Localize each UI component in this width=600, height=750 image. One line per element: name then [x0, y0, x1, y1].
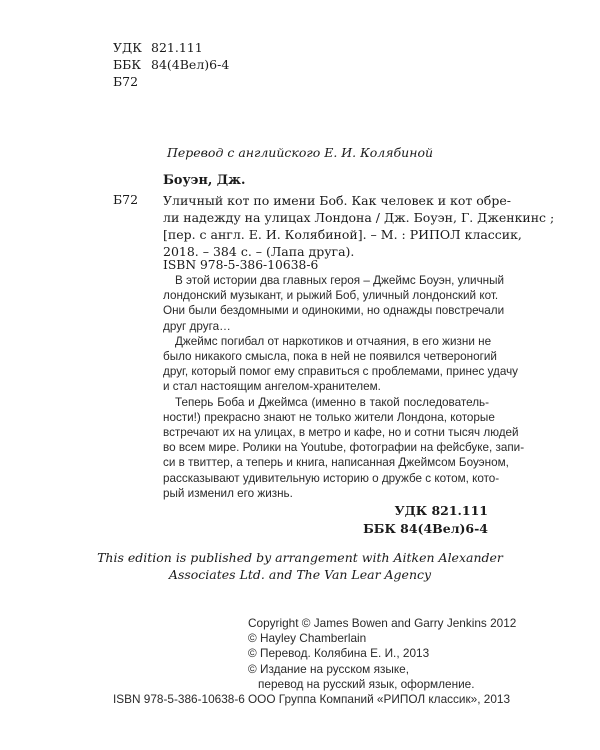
author-mark: Б72 — [113, 74, 139, 89]
annotation-line: си в твиттер, а теперь и книга, написанная Джеймсом Боуэном, — [163, 456, 509, 470]
annotation-line: Теперь Боба и Джеймса (именно в такой последователь- — [175, 395, 489, 409]
annotation-line: было никакого смысла, пока в ней не появился четвероногий — [163, 350, 497, 364]
biblio-line: Уличный кот по имени Боб. Как человек и кот обре- — [163, 193, 511, 208]
bbk-row — [113, 56, 229, 73]
annotation-line: В этой истории два главных героя – Джеймс Боуэн, уличный — [175, 274, 505, 287]
copyright-line: © Перевод. Колябина Е. И., 2013 — [248, 646, 430, 661]
annotation-line: рый изменил его жизнь. — [163, 486, 293, 500]
isbn-bottom: ISBN 978-5-386-10638-6 — [113, 692, 245, 706]
edition-line: Associates Ltd. and The Van Lear Agency — [168, 567, 432, 582]
copyright-line: Copyright © James Bowen and Garry Jenkins 2012 — [248, 616, 517, 630]
udk-bottom: УДК 821.111 — [394, 503, 488, 518]
isbn-main: ISBN 978-5-386-10638-6 — [163, 258, 319, 272]
annotation-line: друг, который помог ему справиться с проблемами, принес удачу — [163, 365, 519, 379]
bbk-value: 84(4Вел)6-4 — [151, 57, 230, 72]
annotation-line: ности!) прекрасно знают не только жители Лондона, которые — [163, 410, 495, 424]
annotation-line: Джеймс погибал от наркотиков и отчаяния, в его жизни не — [175, 334, 492, 348]
copyright-block — [248, 616, 516, 707]
copyright-line: © Издание на русском языке, — [248, 661, 409, 676]
author-mark-side: Б72 — [113, 192, 139, 207]
edition-notice — [0, 549, 600, 583]
annotation-line: встречают их на улицах, в метро и кафе, но и сотни тысяч людей — [163, 426, 519, 440]
biblio-line: [пер. с англ. Е. И. Колябиной]. – М. : РИПОЛ классик, — [163, 227, 522, 242]
annotation-line: Они были бездомными и одинокими, но однажды повстречали — [163, 304, 505, 318]
copyright-line: © Hayley Chamberlain — [248, 631, 367, 646]
annotation-line: друг друга… — [163, 319, 231, 333]
translation-credit: Перевод с английского Е. И. Колябиной — [166, 145, 434, 160]
author-mark-row — [113, 73, 229, 90]
annotation-line: лондонский музыкант, и рыжий Боб, уличный лондонский кот. — [163, 289, 499, 303]
author-heading: Боуэн, Дж. — [163, 173, 246, 188]
edition-line: This edition is published by arrangement with Aitken Alexander — [97, 550, 503, 565]
bbk-bottom: ББК 84(4Вел)6-4 — [363, 521, 488, 536]
annotation — [163, 273, 525, 501]
udk-value: 821.111 — [151, 40, 203, 55]
copyright-line: перевод на русский язык, оформление. — [258, 676, 475, 691]
bbk-label: ББК — [113, 57, 142, 72]
copyright-line: ООО Группа Компаний «РИПОЛ классик», 2013 — [248, 692, 511, 707]
udk-label: УДК — [113, 40, 142, 55]
udk-row — [113, 39, 229, 56]
annotation-line: и стал настоящим ангелом-хранителем. — [163, 380, 381, 394]
biblio-line: 2018. – 384 с. – (Лапа друга). — [163, 244, 355, 259]
annotation-line: рассказывают удивительную историю о дружбе с котом, кото- — [163, 471, 500, 485]
classification-bottom — [363, 502, 488, 538]
bibliographic-description — [163, 192, 555, 260]
classification-block — [113, 39, 229, 90]
annotation-line: во всем мире. Ролики на Youtube, фотографии на фейсбуке, запи- — [163, 441, 525, 455]
biblio-line: ли надежду на улицах Лондона / Дж. Боуэн, Г. Дженкинс ; — [163, 210, 555, 225]
